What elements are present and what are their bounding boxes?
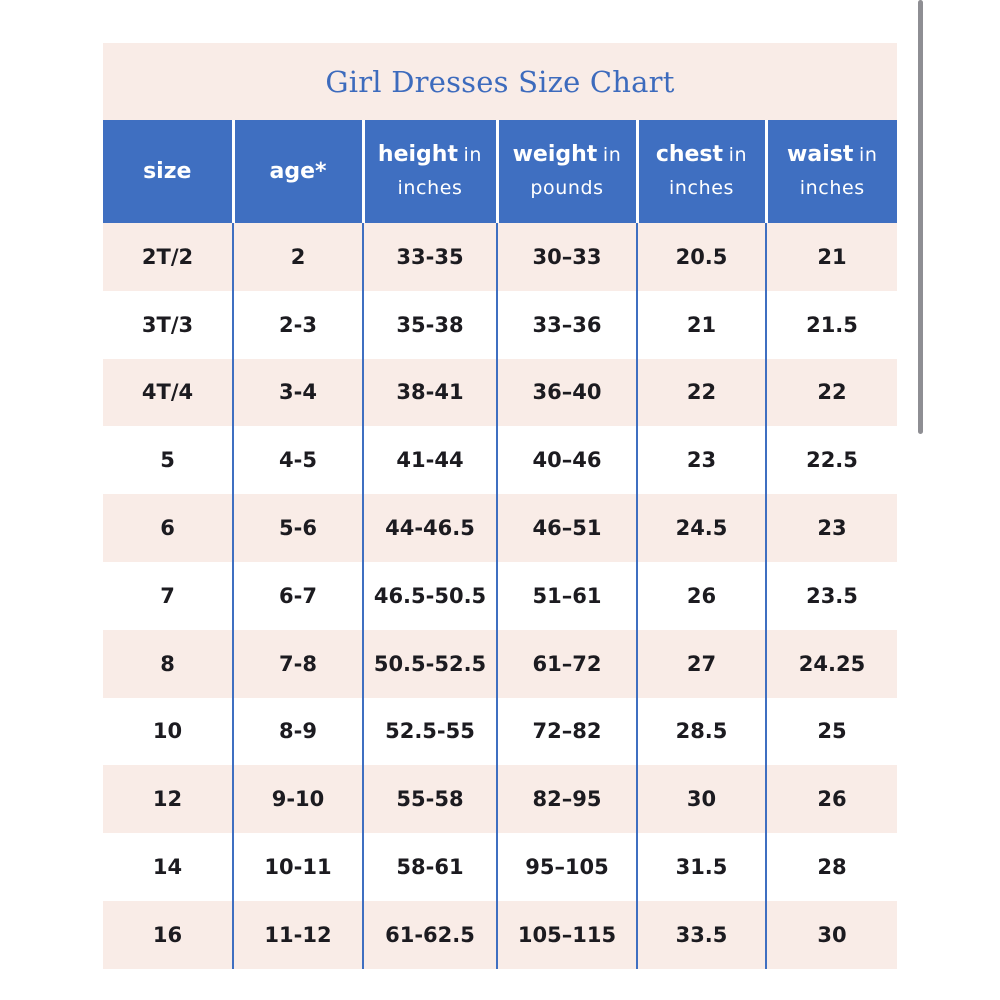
header-waist-in: in (858, 144, 878, 166)
cell-weight: 33–36 (497, 291, 637, 359)
header-chest (637, 120, 766, 223)
cell-weight: 36–40 (497, 359, 637, 427)
header-height (363, 120, 497, 223)
cell-waist: 28 (766, 833, 897, 901)
cell-waist: 26 (766, 765, 897, 833)
cell-height: 52.5-55 (363, 698, 497, 766)
header-weight (497, 120, 637, 223)
cell-waist: 21.5 (766, 291, 897, 359)
table-row (103, 833, 897, 901)
cell-age: 9-10 (233, 765, 363, 833)
cell-weight: 72–82 (497, 698, 637, 766)
cell-weight: 46–51 (497, 494, 637, 562)
cell-size: 6 (103, 494, 233, 562)
cell-waist: 25 (766, 698, 897, 766)
cell-age: 8-9 (233, 698, 363, 766)
cell-weight: 95–105 (497, 833, 637, 901)
cell-chest: 33.5 (637, 901, 766, 969)
cell-waist: 23 (766, 494, 897, 562)
table-row (103, 359, 897, 427)
table-row (103, 562, 897, 630)
cell-waist: 21 (766, 223, 897, 291)
header-age (233, 120, 363, 223)
cell-height: 58-61 (363, 833, 497, 901)
cell-waist: 30 (766, 901, 897, 969)
cell-age: 6-7 (233, 562, 363, 630)
cell-size: 4T/4 (103, 359, 233, 427)
header-size-label: size (143, 158, 192, 184)
table-row (103, 698, 897, 766)
vertical-scrollbar[interactable] (918, 0, 923, 434)
cell-age: 4-5 (233, 426, 363, 494)
header-weight-label: weight (512, 142, 598, 167)
cell-height: 50.5-52.5 (363, 630, 497, 698)
cell-age: 2 (233, 223, 363, 291)
header-chest-unit: inches (669, 177, 734, 199)
cell-weight: 40–46 (497, 426, 637, 494)
cell-chest: 31.5 (637, 833, 766, 901)
cell-age: 5-6 (233, 494, 363, 562)
header-waist-label: waist (787, 142, 854, 167)
cell-height: 44-46.5 (363, 494, 497, 562)
cell-age: 7-8 (233, 630, 363, 698)
header-height-unit: inches (397, 177, 463, 199)
cell-height: 33-35 (363, 223, 497, 291)
cell-size: 10 (103, 698, 233, 766)
cell-weight: 30–33 (497, 223, 637, 291)
cell-height: 35-38 (363, 291, 497, 359)
cell-chest: 21 (637, 291, 766, 359)
size-chart (103, 43, 897, 969)
header-waist (766, 120, 897, 223)
cell-size: 7 (103, 562, 233, 630)
header-size (103, 120, 233, 223)
header-chest-label: chest (655, 142, 724, 167)
cell-waist: 23.5 (766, 562, 897, 630)
table-row (103, 223, 897, 291)
cell-chest: 28.5 (637, 698, 766, 766)
cell-chest: 27 (637, 630, 766, 698)
cell-age: 3-4 (233, 359, 363, 427)
table-row (103, 291, 897, 359)
table-row (103, 901, 897, 969)
cell-weight: 82–95 (497, 765, 637, 833)
cell-chest: 30 (637, 765, 766, 833)
cell-height: 46.5-50.5 (363, 562, 497, 630)
cell-size: 14 (103, 833, 233, 901)
cell-height: 55-58 (363, 765, 497, 833)
header-chest-in: in (728, 144, 748, 166)
cell-height: 38-41 (363, 359, 497, 427)
size-table (103, 120, 897, 969)
cell-weight: 105–115 (497, 901, 637, 969)
cell-age: 11-12 (233, 901, 363, 969)
cell-weight: 51–61 (497, 562, 637, 630)
cell-waist: 22.5 (766, 426, 897, 494)
cell-age: 2-3 (233, 291, 363, 359)
cell-chest: 26 (637, 562, 766, 630)
cell-height: 61-62.5 (363, 901, 497, 969)
header-age-label: age* (269, 158, 327, 184)
table-row (103, 765, 897, 833)
header-height-label: height (377, 142, 458, 167)
chart-title: Girl Dresses Size Chart (325, 64, 675, 99)
cell-chest: 22 (637, 359, 766, 427)
cell-waist: 22 (766, 359, 897, 427)
cell-size: 8 (103, 630, 233, 698)
cell-age: 10-11 (233, 833, 363, 901)
cell-weight: 61–72 (497, 630, 637, 698)
cell-size: 16 (103, 901, 233, 969)
cell-size: 3T/3 (103, 291, 233, 359)
header-waist-unit: inches (799, 177, 865, 199)
table-row (103, 426, 897, 494)
cell-height: 41-44 (363, 426, 497, 494)
cell-waist: 24.25 (766, 630, 897, 698)
table-row (103, 630, 897, 698)
header-height-in: in (463, 144, 483, 166)
header-weight-in: in (602, 144, 622, 166)
cell-chest: 20.5 (637, 223, 766, 291)
header-weight-unit: pounds (530, 177, 604, 199)
table-row (103, 494, 897, 562)
cell-size: 2T/2 (103, 223, 233, 291)
header-row (103, 120, 897, 223)
cell-chest: 23 (637, 426, 766, 494)
title-bar (103, 43, 897, 120)
cell-size: 12 (103, 765, 233, 833)
cell-size: 5 (103, 426, 233, 494)
cell-chest: 24.5 (637, 494, 766, 562)
